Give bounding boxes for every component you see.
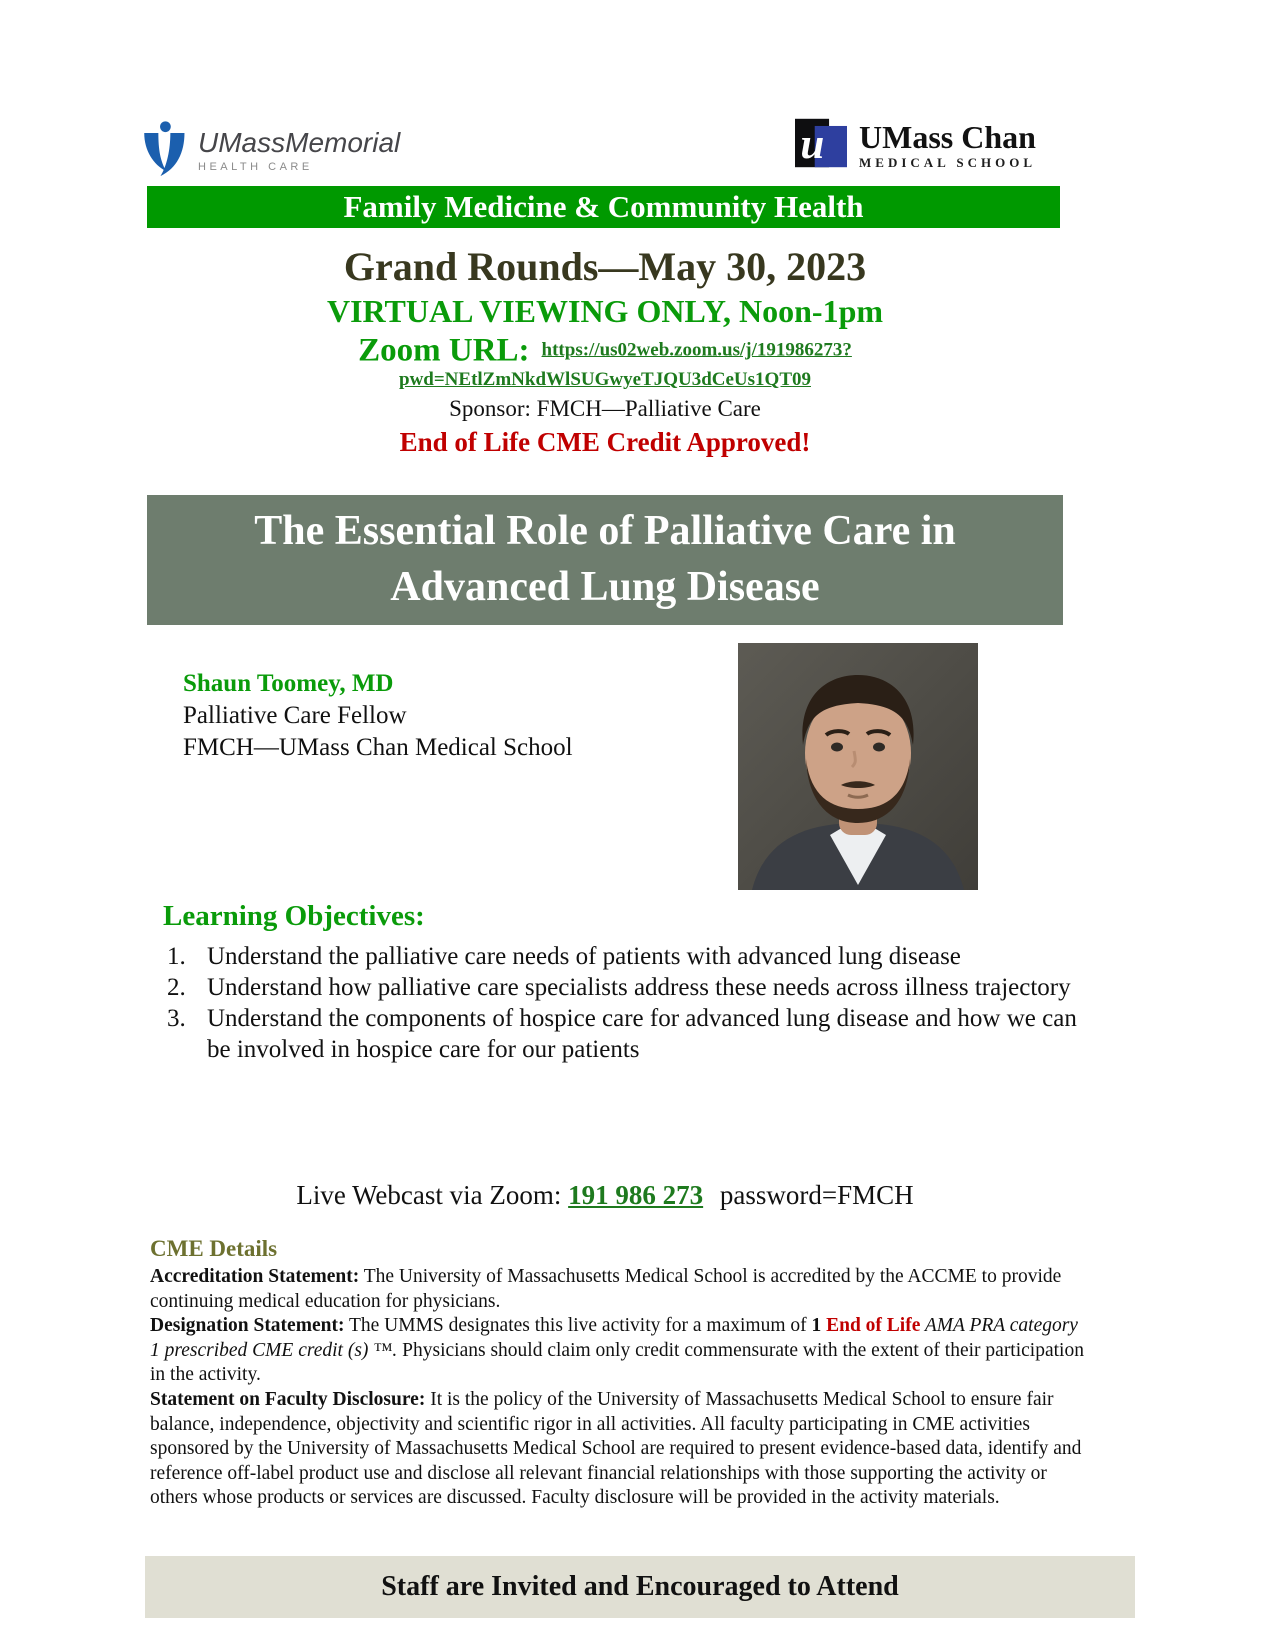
speaker-name: Shaun Toomey, MD (183, 670, 394, 697)
umass-memorial-tulip-icon (140, 120, 188, 185)
umass-chan-logo (795, 118, 1036, 173)
designation-label: Designation Statement: (150, 1315, 345, 1337)
talk-title-line1: The Essential Role of Palliative Care in (254, 508, 956, 554)
zoom-url-line2-wrap (147, 368, 1063, 391)
umass-memorial-tagline: HEALTH CARE (198, 161, 313, 173)
objective-number: 2. (167, 974, 186, 1001)
objectives-section (163, 900, 1093, 1065)
faculty-disclosure-statement (150, 1388, 1092, 1511)
disclosure-text: It is the policy of the University of Massachusetts Medical School to ensure fair balance, independence, objectivity and scientific rigor in all activities. All faculty participating in CME activities sponsored by the University of Massachusetts Medical School are required to present evidence-based data, identify and reference off-label product use and disclose all relevant financial relationships with those supporting the activity or others whose products or services are discussed. Faculty disclosure will be provided in the activity materials. (150, 1388, 1082, 1509)
designation-end-of-life: End of Life (826, 1315, 921, 1337)
department-banner (147, 186, 1060, 228)
webcast-meeting-id-link[interactable]: 191 986 273 (568, 1180, 704, 1210)
designation-ama-pra: AMA PRA category 1 prescribed CME credit (s) ™. (150, 1315, 1078, 1361)
speaker-block (183, 668, 573, 764)
webcast-prefix: Live Webcast via Zoom: (296, 1180, 569, 1210)
svg-text:u: u (800, 121, 825, 168)
umass-memorial-name: UMassMemorial (198, 127, 401, 158)
disclosure-label: Statement on Faculty Disclosure: (150, 1388, 426, 1410)
objective-number: 3. (167, 1005, 186, 1032)
webcast-line (147, 1180, 1063, 1211)
objectives-heading: Learning Objectives: (163, 900, 425, 932)
umass-memorial-logo (140, 120, 400, 185)
objective-item-3 (163, 1003, 1093, 1065)
objective-number: 1. (167, 943, 186, 970)
designation-text-before: The UMMS designates this live activity for a maximum of (344, 1315, 812, 1337)
speaker-role: Palliative Care Fellow (183, 702, 407, 729)
cme-credit-note: End of Life CME Credit Approved! (399, 427, 811, 458)
footer-banner (145, 1556, 1135, 1618)
event-viewing-note: VIRTUAL VIEWING ONLY, Noon-1pm (326, 293, 884, 329)
accreditation-label: Accreditation Statement: (150, 1266, 360, 1287)
department-banner-title: Family Medicine & Community Health (343, 189, 864, 224)
objective-item-2 (163, 972, 1093, 1003)
zoom-url-link-line2[interactable]: pwd=NEtlZmNkdWlSUGwyeTJQU3dCeUs1QT09 (399, 369, 811, 391)
objective-text: Understand how palliative care specialists address these needs across illness trajectory (207, 974, 1071, 1001)
speaker-photo (738, 643, 978, 890)
zoom-url-label: Zoom URL: (358, 332, 530, 369)
umass-chan-u-icon (795, 118, 847, 173)
objective-item-1 (163, 941, 1093, 972)
footer-banner-text: Staff are Invited and Encouraged to Attend (381, 1571, 899, 1602)
webcast-password: password=FMCH (719, 1180, 914, 1210)
objective-text: Understand the palliative care needs of patients with advanced lung disease (207, 943, 961, 970)
talk-title-line2: Advanced Lung Disease (390, 564, 820, 610)
accreditation-text: The University of Massachusetts Medical School is accredited by the ACCME to provide continuing medical education for physicians. (150, 1266, 1062, 1312)
zoom-url-line (147, 332, 1063, 368)
event-title: Grand Rounds—May 30, 2023 (343, 244, 867, 289)
zoom-url-link-line1[interactable]: https://us02web.zoom.us/j/191986273? (541, 339, 852, 361)
designation-credit-count: 1 (811, 1315, 827, 1337)
speaker-affiliation: FMCH—UMass Chan Medical School (183, 734, 573, 761)
umass-chan-name: UMass Chan (859, 118, 1036, 155)
umass-chan-tagline: MEDICAL SCHOOL (859, 154, 1036, 170)
objective-text: Understand the components of hospice care for advanced lung disease and how we can be involved in hospice care for our patients (207, 1005, 1077, 1063)
event-block (147, 242, 1063, 459)
designation-text-after: Physicians should claim only credit commensurate with the extent of their participation in the activity. (150, 1339, 1084, 1386)
sponsor-line: Sponsor: FMCH—Palliative Care (449, 396, 761, 422)
accreditation-statement (150, 1265, 1092, 1314)
cme-details-heading: CME Details (150, 1236, 278, 1261)
designation-statement (150, 1314, 1092, 1388)
talk-title-banner (147, 495, 1063, 625)
cme-details-section (150, 1236, 1092, 1511)
